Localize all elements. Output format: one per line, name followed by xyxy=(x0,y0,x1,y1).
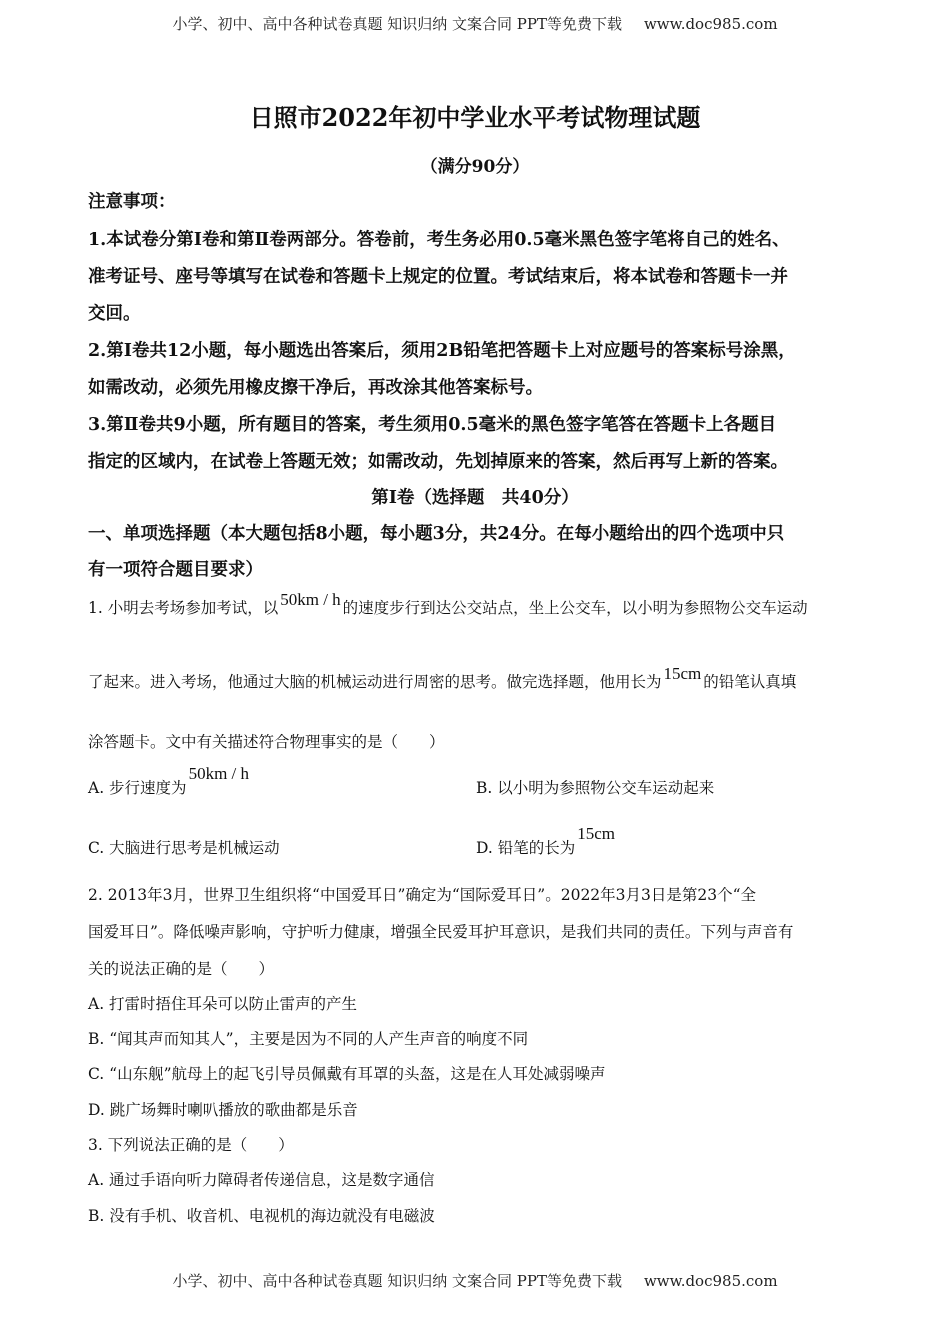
q3-option-b[interactable]: B. 没有手机、收音机、电视机的海边就没有电磁波 xyxy=(88,1207,435,1225)
exam-title: 日照市2022年初中学业水平考试物理试题 xyxy=(249,103,701,132)
q3-option-a[interactable]: A. 通过手语向听力障碍者传递信息，这是数字通信 xyxy=(88,1171,435,1189)
q1-text: 了起来。进入考场，他通过大脑的机械运动进行周密的思考。做完选择题，他用长为 xyxy=(88,673,662,691)
option-math: 15cm xyxy=(577,824,616,843)
page-header xyxy=(0,13,950,34)
question-2-line: 国爱耳日”。降低噪声影响，守护听力健康，增强全民爱耳护耳意识，是我们共同的责任。下列与声音有 xyxy=(88,923,794,941)
q1-option-a[interactable] xyxy=(88,764,251,798)
q1-option-d[interactable] xyxy=(476,824,617,858)
notice-line: 准考证号、座号等填写在试卷和答题卡上规定的位置。考试结束后，将本试卷和答题卡一并 xyxy=(88,267,788,287)
q1-option-c[interactable]: C. 大脑进行思考是机械运动 xyxy=(88,839,280,857)
question-1-line xyxy=(88,590,808,618)
q1-text: 1. 小明去考场参加考试，以 xyxy=(88,599,279,617)
exam-score: （满分90分） xyxy=(420,157,530,177)
section-heading: 一、单项选择题（本大题包括8小题，每小题3分，共24分。在每小题给出的四个选项中只 xyxy=(88,524,785,544)
option-math: 50km / h xyxy=(188,764,250,783)
q2-option-b[interactable]: B. “闻其声而知其人”，主要是因为不同的人产生声音的响度不同 xyxy=(88,1030,529,1048)
notice-line: 如需改动，必须先用橡皮擦干净后，再改涂其他答案标号。 xyxy=(88,378,543,398)
notice-line: 1.本试卷分第Ⅰ卷和第Ⅱ卷两部分。答卷前，考生务必用0.5毫米黑色签字笔将自己的姓名、 xyxy=(88,230,790,250)
option-label: A. 步行速度为 xyxy=(88,779,187,797)
section-heading: 有一项符合题目要求） xyxy=(88,560,263,580)
notice-line: 3.第Ⅱ卷共9小题，所有题目的答案，考生须用0.5毫米的黑色签字笔答在答题卡上各题目 xyxy=(88,415,777,435)
page-footer xyxy=(0,1270,950,1291)
question-2-line: 2. 2013年3月，世界卫生组织将“中国爱耳日”确定为“国际爱耳日”。2022年3月3日是第23个“全 xyxy=(88,886,757,904)
footer-text: 小学、初中、高中各种试卷真题 知识归纳 文案合同 PPT等免费下载 xyxy=(172,1272,622,1290)
notice-line: 指定的区域内，在试卷上答题无效；如需改动，先划掉原来的答案，然后再写上新的答案。 xyxy=(88,452,788,472)
q2-option-d[interactable]: D. 跳广场舞时喇叭播放的歌曲都是乐音 xyxy=(88,1101,358,1119)
q1-option-b[interactable]: B. 以小明为参照物公交车运动起来 xyxy=(476,779,715,797)
question-1-line xyxy=(88,664,797,692)
q2-option-a[interactable]: A. 打雷时捂住耳朵可以防止雷声的产生 xyxy=(88,995,358,1013)
q2-option-c[interactable]: C. “山东舰”航母上的起飞引导员佩戴有耳罩的头盔，这是在人耳处减弱噪声 xyxy=(88,1065,606,1083)
section-title: 第Ⅰ卷（选择题 共40分） xyxy=(371,488,579,508)
header-site-link[interactable]: www.doc985.com xyxy=(643,15,778,33)
question-1-line: 涂答题卡。文中有关描述符合物理事实的是（ ） xyxy=(88,733,445,751)
notice-line: 2.第Ⅰ卷共12小题，每小题选出答案后，须用2B铅笔把答题卡上对应题号的答案标号涂黑， xyxy=(88,341,796,361)
notice-heading: 注意事项： xyxy=(88,192,176,212)
q1-text: 的速度步行到达公交站点，坐上公交车，以小明为参照物公交车运动 xyxy=(342,599,808,617)
notice-line: 交回。 xyxy=(88,304,141,324)
header-text: 小学、初中、高中各种试卷真题 知识归纳 文案合同 PPT等免费下载 xyxy=(172,15,622,33)
q1-length: 15cm xyxy=(663,664,702,683)
option-label: D. 铅笔的长为 xyxy=(476,839,576,857)
q1-text: 的铅笔认真填 xyxy=(703,673,797,691)
q1-speed: 50km / h xyxy=(280,590,341,609)
question-3-stem: 3. 下列说法正确的是（ ） xyxy=(88,1136,294,1154)
question-2-line: 关的说法正确的是（ ） xyxy=(88,960,275,978)
footer-site-link[interactable]: www.doc985.com xyxy=(643,1272,778,1290)
